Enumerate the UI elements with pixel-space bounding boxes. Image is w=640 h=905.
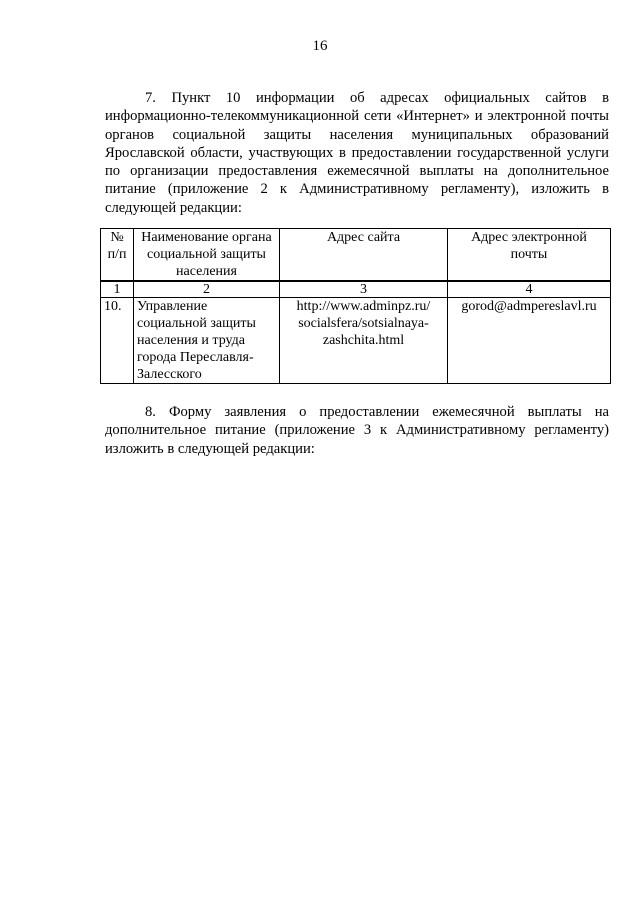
table-numbering-row [101,281,611,298]
paragraph-7: 7. Пункт 10 информации об адресах официальных сайтов в информационно-телекоммуникационной сети «Интернет» и электронной почты органов социальной защиты населения муниципальных образований Ярославской области, участвующих в предоставлении государственной услуги по организации предоставления ежемесячной выплаты на дополнительное питание (приложение 2 к Административному регламенту), изложить в следующей редакции: [105,90,609,216]
paragraph-8: 8. Форму заявления о предоставлении ежемесячной выплаты на дополнительное питание (приложение 3 к Административному регламенту) изложить в следующей редакции: [105,404,609,457]
table-row [101,298,611,384]
header-num: № п/п [101,229,134,282]
header-name: Наименование органа социальной защиты населения [134,229,280,282]
numbering-cell: 1 [101,281,134,298]
numbering-cell: 2 [134,281,280,298]
header-email: Адрес электронной почты [448,229,611,282]
row-site-cell: http://www.adminpz.ru/ socialsfera/sotsialnaya-zashchita.html [280,298,448,384]
row-num-cell: 10. [101,298,134,384]
numbering-cell: 4 [448,281,611,298]
sites-table [100,228,611,384]
header-site: Адрес сайта [280,229,448,282]
numbering-cell: 3 [280,281,448,298]
table-header-row [101,229,611,282]
row-email-cell: gorod@admpereslavl.ru [448,298,611,384]
row-name-cell: Управление социальной защиты населения и труда города Переславля-Залесского [134,298,280,384]
page-number: 16 [312,38,328,54]
